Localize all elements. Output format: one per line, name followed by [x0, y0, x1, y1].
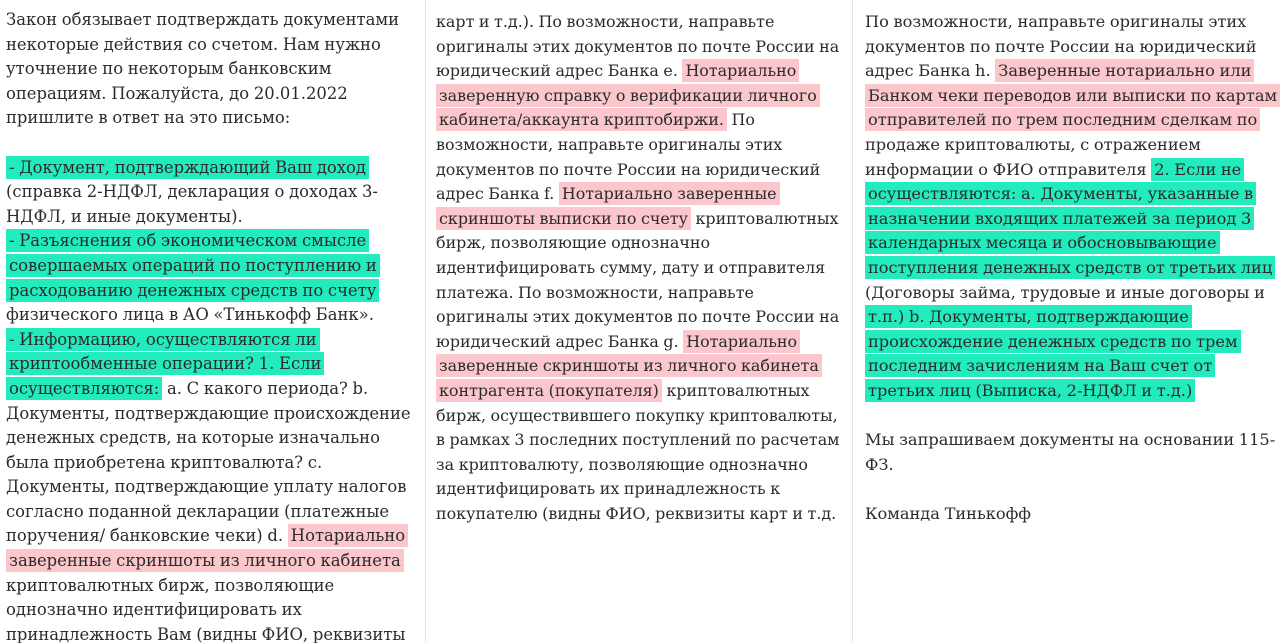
intro-paragraph: Закон обязывает подтверждать документами некоторые действия со счетом. Нам нужно уточнение по некоторым банковским операциям. Пожалуйста, до 20.01.2022 пришлите в ответ на это письмо:: [6, 10, 400, 128]
item-e-intro: карт и т.д.). По возможности, направьте оригиналы этих документов по почте России на юридический адрес Банка e.: [436, 12, 840, 81]
highlight-item-g: Нотариально заверенные скриншоты из личного кабинета контрагента (покупателя): [436, 330, 822, 402]
letter-column-3: [852, 0, 1280, 643]
highlight-not-performed: 2. Если не осуществляются: a. Документы, указанные в назначении входящих платежей за период 3 календарных месяца и обосновывающие поступления денежных средств от третьих лиц: [865, 158, 1275, 279]
notarized-screenshots-tail: криптовалютных бирж, позволяющие однозначно идентифицировать их принадлежность Вам (видны ФИО, реквизиты: [6, 575, 406, 643]
signature: Команда Тинькофф: [865, 503, 1031, 523]
highlight-item-e: Нотариально заверенную справку о верификации личного кабинета/аккаунта криптобиржи.: [436, 59, 820, 131]
highlight-crypto-question: - Информацию, осуществляются ли криптообменные операции? 1. Если осуществляются:: [6, 328, 324, 400]
column-3-text: [865, 10, 1278, 404]
letter-column-2: [425, 0, 852, 643]
item-g-tail: криптовалютных бирж, осуществившего покупку криптовалюты, в рамках 3 последних поступлений по расчетам за криптовалюту, позволяющие однозначно идентифицировать их принадлежность к покупателю (видны ФИО, реквизиты карт и т.д.: [436, 380, 840, 523]
item-g-intro: криптовалютных бирж, позволяющие однозначно идентифицировать сумму, дату и отправителя платежа. По возможности, направьте оригиналы этих документов по почте России на юридический адрес Банка g.: [436, 208, 840, 351]
item-f-intro: По возможности, направьте оригиналы этих документов по почте России на юридический адрес Банка f.: [436, 110, 821, 204]
highlight-item-b: т.п.) b. Документы, подтверждающие происхождение денежных средств по трем последним зачислениям на Ваш счет от третьих лиц (Выписка, 2-НДФЛ и т.д.): [865, 305, 1241, 402]
law-reference: Мы запрашиваем документы на основании 115-ФЗ.: [865, 430, 1276, 474]
item-h-intro: По возможности, направьте оригиналы этих документов по почте России на юридический адрес Банка h.: [865, 12, 1257, 81]
not-performed-tail: (Договоры займа, трудовые и иные договоры и: [865, 282, 1265, 302]
crypto-question-details: a. С какого периода? b. Документы, подтверждающие происхождение денежных средств, на которые изначально была приобретена криптовалюта? c. Документы, подтверждающие уплату налогов согласно поданной декларации (платежные поручения/ банковские чеки) d.: [6, 378, 411, 546]
column-2-text: [436, 10, 846, 526]
operations-explanation-tail: физического лица в АО «Тинькофф Банк».: [6, 305, 374, 325]
highlight-item-f: Нотариально заверенные скриншоты выписки по счету: [436, 182, 780, 230]
highlight-notarized-screenshots: Нотариально заверенные скриншоты из личного кабинета: [6, 524, 408, 572]
highlight-item-h: Заверенные нотариально или Банком чеки переводов или выписки по картам отправителей по трем последним сделкам по: [865, 59, 1280, 131]
income-document-details: (справка 2-НДФЛ, декларация о доходах 3-НДФЛ, и иные документы).: [6, 182, 378, 226]
highlight-income-document: - Документ, подтверждающий Ваш доход: [6, 156, 369, 179]
request-list: [6, 156, 419, 643]
highlight-operations-explanation: - Разъяснения об экономическом смысле совершаемых операций по поступлению и расходованию денежных средств по счету: [6, 229, 380, 301]
item-h-tail: продаже криптовалюты, с отражением информации о ФИО отправителя: [865, 134, 1201, 179]
letter-column-1: [0, 0, 425, 643]
